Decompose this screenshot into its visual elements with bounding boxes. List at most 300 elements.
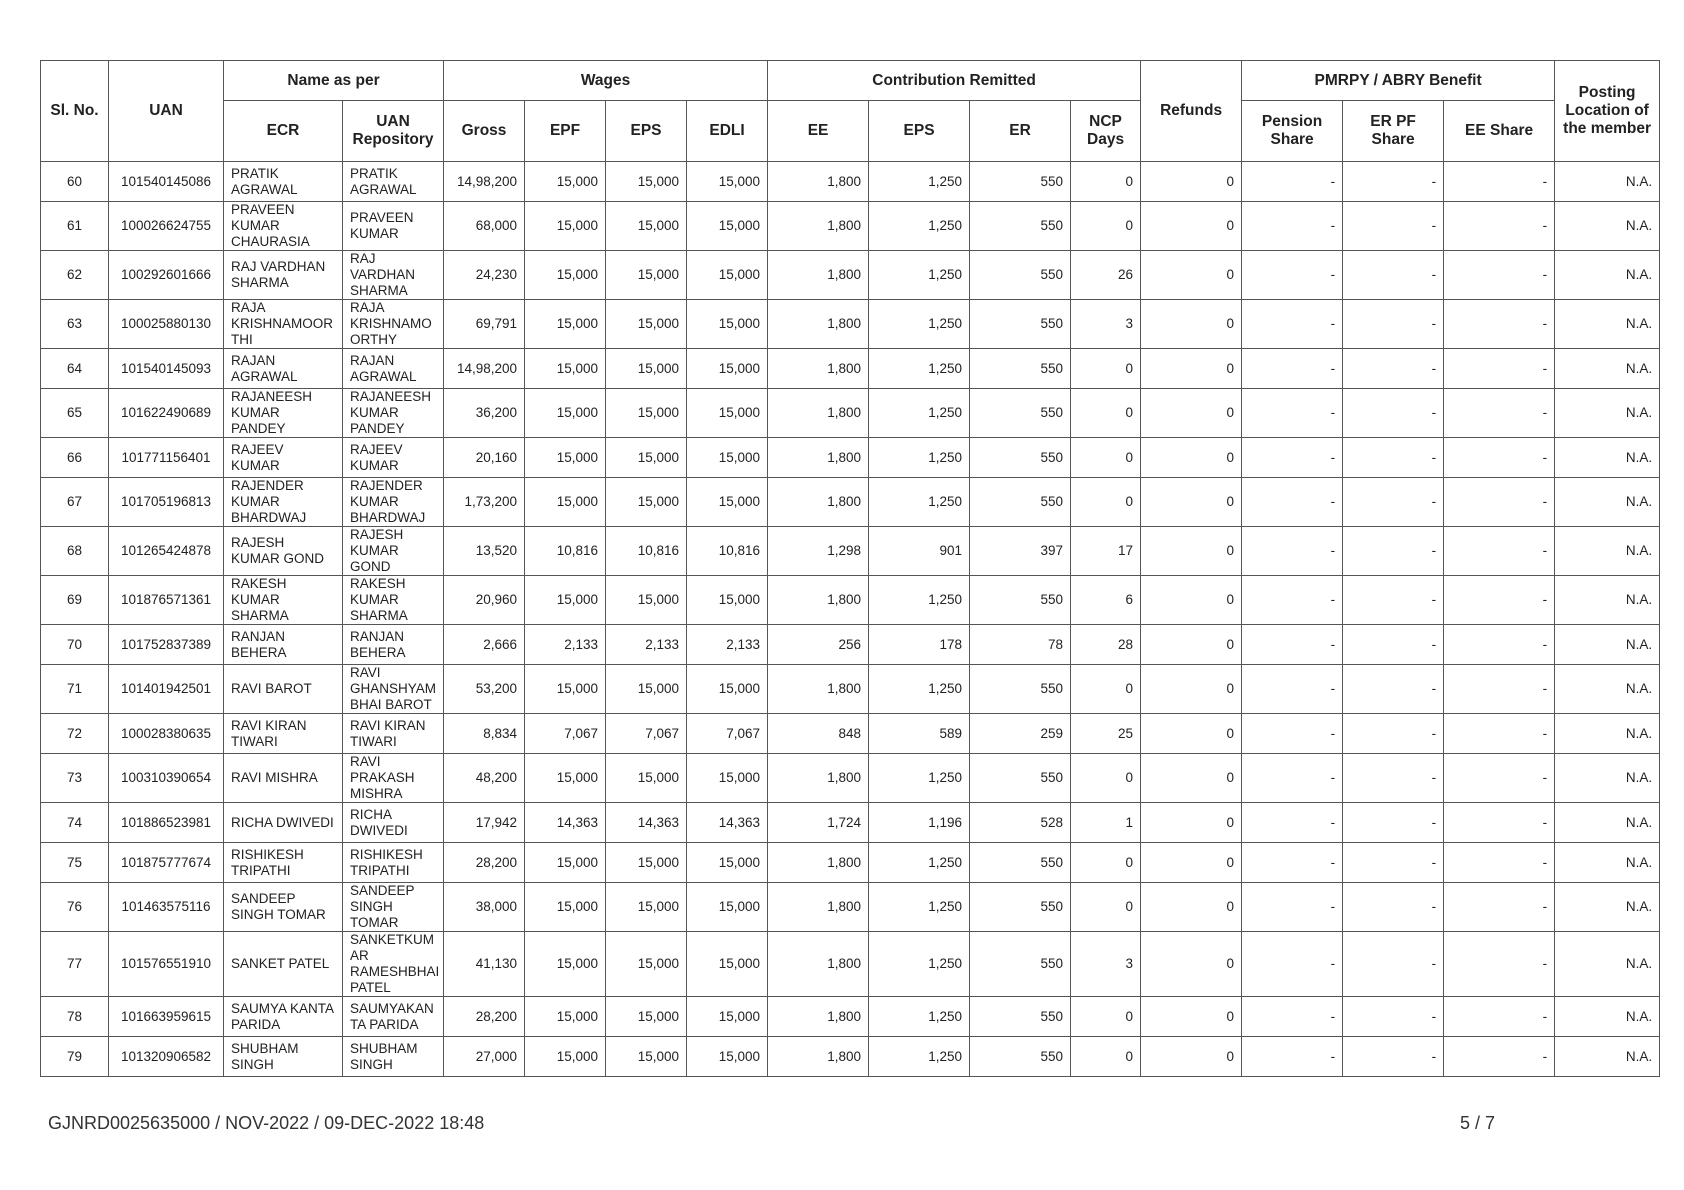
cell-sl-no: 68 xyxy=(41,527,109,576)
cell-edli: 15,000 xyxy=(687,478,768,527)
cell-edli: 15,000 xyxy=(687,251,768,300)
cell-ee: 1,800 xyxy=(768,438,869,478)
table-row xyxy=(41,576,1660,625)
cell-ee-share: - xyxy=(1444,251,1555,300)
cell-ecr-name: RAVI KIRAN TIWARI xyxy=(224,714,343,754)
cell-sl-no: 79 xyxy=(41,1037,109,1077)
cell-gross: 13,520 xyxy=(444,527,525,576)
cell-er-pf-share: - xyxy=(1343,803,1444,843)
cell-er: 550 xyxy=(970,843,1071,883)
cell-eps-contribution: 1,250 xyxy=(869,202,970,251)
cell-posting-location: N.A. xyxy=(1555,576,1660,625)
cell-ncp-days: 3 xyxy=(1071,932,1141,997)
cell-eps-contribution: 1,250 xyxy=(869,478,970,527)
cell-ecr-name: RAJESH KUMAR GOND xyxy=(224,527,343,576)
col-header-er-pf-share: ER PF Share xyxy=(1343,101,1444,162)
cell-posting-location: N.A. xyxy=(1555,843,1660,883)
cell-gross: 1,73,200 xyxy=(444,478,525,527)
table-row xyxy=(41,803,1660,843)
cell-eps-contribution: 178 xyxy=(869,625,970,665)
cell-pension-share: - xyxy=(1242,932,1343,997)
cell-eps-contribution: 1,250 xyxy=(869,754,970,803)
cell-uan: 101320906582 xyxy=(109,1037,224,1077)
cell-eps: 15,000 xyxy=(606,438,687,478)
cell-er: 550 xyxy=(970,1037,1071,1077)
cell-pension-share: - xyxy=(1242,625,1343,665)
table-row xyxy=(41,665,1660,714)
cell-gross: 20,960 xyxy=(444,576,525,625)
cell-sl-no: 73 xyxy=(41,754,109,803)
cell-epf: 15,000 xyxy=(525,478,606,527)
cell-refunds: 0 xyxy=(1141,389,1242,438)
cell-refunds: 0 xyxy=(1141,932,1242,997)
table-row xyxy=(41,438,1660,478)
cell-sl-no: 77 xyxy=(41,932,109,997)
cell-posting-location: N.A. xyxy=(1555,251,1660,300)
cell-ee: 1,800 xyxy=(768,349,869,389)
cell-eps: 15,000 xyxy=(606,576,687,625)
cell-refunds: 0 xyxy=(1141,714,1242,754)
cell-sl-no: 78 xyxy=(41,997,109,1037)
cell-gross: 36,200 xyxy=(444,389,525,438)
cell-epf: 10,816 xyxy=(525,527,606,576)
cell-uan: 101401942501 xyxy=(109,665,224,714)
cell-ee-share: - xyxy=(1444,389,1555,438)
cell-er-pf-share: - xyxy=(1343,251,1444,300)
cell-eps: 15,000 xyxy=(606,349,687,389)
cell-ecr-name: RAVI BAROT xyxy=(224,665,343,714)
cell-sl-no: 67 xyxy=(41,478,109,527)
cell-ee-share: - xyxy=(1444,714,1555,754)
cell-sl-no: 71 xyxy=(41,665,109,714)
cell-eps-contribution: 901 xyxy=(869,527,970,576)
cell-ee-share: - xyxy=(1444,438,1555,478)
cell-ecr-name: RAJEEV KUMAR xyxy=(224,438,343,478)
cell-gross: 27,000 xyxy=(444,1037,525,1077)
cell-sl-no: 66 xyxy=(41,438,109,478)
cell-posting-location: N.A. xyxy=(1555,349,1660,389)
cell-sl-no: 62 xyxy=(41,251,109,300)
cell-pension-share: - xyxy=(1242,843,1343,883)
cell-edli: 2,133 xyxy=(687,625,768,665)
cell-pension-share: - xyxy=(1242,251,1343,300)
cell-eps: 15,000 xyxy=(606,389,687,438)
cell-er: 550 xyxy=(970,389,1071,438)
cell-ee-share: - xyxy=(1444,754,1555,803)
cell-eps: 15,000 xyxy=(606,162,687,202)
cell-posting-location: N.A. xyxy=(1555,438,1660,478)
cell-posting-location: N.A. xyxy=(1555,389,1660,438)
cell-epf: 7,067 xyxy=(525,714,606,754)
cell-posting-location: N.A. xyxy=(1555,527,1660,576)
cell-er-pf-share: - xyxy=(1343,665,1444,714)
cell-eps: 15,000 xyxy=(606,478,687,527)
cell-er-pf-share: - xyxy=(1343,883,1444,932)
cell-uan: 101576551910 xyxy=(109,932,224,997)
cell-er-pf-share: - xyxy=(1343,576,1444,625)
col-header-ecr: ECR xyxy=(224,101,343,162)
cell-ncp-days: 0 xyxy=(1071,438,1141,478)
cell-edli: 15,000 xyxy=(687,349,768,389)
cell-epf: 15,000 xyxy=(525,389,606,438)
cell-refunds: 0 xyxy=(1141,754,1242,803)
cell-ee-share: - xyxy=(1444,478,1555,527)
cell-ncp-days: 0 xyxy=(1071,997,1141,1037)
cell-uan: 101875777674 xyxy=(109,843,224,883)
cell-eps-contribution: 1,250 xyxy=(869,300,970,349)
cell-uan-repository-name: RAKESH KUMAR SHARMA xyxy=(343,576,444,625)
cell-edli: 15,000 xyxy=(687,162,768,202)
cell-gross: 24,230 xyxy=(444,251,525,300)
cell-ecr-name: RAJAN AGRAWAL xyxy=(224,349,343,389)
table-header xyxy=(41,61,1660,162)
cell-uan-repository-name: RICHA DWIVEDI xyxy=(343,803,444,843)
footer-reference: GJNRD0025635000 / NOV-2022 / 09-DEC-2022 18:48 xyxy=(48,1113,485,1133)
cell-ncp-days: 0 xyxy=(1071,162,1141,202)
cell-ncp-days: 0 xyxy=(1071,665,1141,714)
cell-ecr-name: SAUMYA KANTA PARIDA xyxy=(224,997,343,1037)
cell-ee-share: - xyxy=(1444,997,1555,1037)
cell-refunds: 0 xyxy=(1141,300,1242,349)
cell-ee: 1,800 xyxy=(768,932,869,997)
cell-ecr-name: RAJ VARDHAN SHARMA xyxy=(224,251,343,300)
cell-uan-repository-name: RAJENDER KUMAR BHARDWAJ xyxy=(343,478,444,527)
cell-ecr-name: RICHA DWIVEDI xyxy=(224,803,343,843)
cell-gross: 69,791 xyxy=(444,300,525,349)
cell-epf: 15,000 xyxy=(525,349,606,389)
cell-pension-share: - xyxy=(1242,576,1343,625)
table-row xyxy=(41,202,1660,251)
cell-er: 550 xyxy=(970,300,1071,349)
cell-epf: 15,000 xyxy=(525,202,606,251)
col-header-uan-repository: UAN Repository xyxy=(343,101,444,162)
cell-epf: 15,000 xyxy=(525,843,606,883)
cell-epf: 15,000 xyxy=(525,932,606,997)
cell-uan-repository-name: RAVI KIRAN TIWARI xyxy=(343,714,444,754)
cell-gross: 20,160 xyxy=(444,438,525,478)
cell-ee-share: - xyxy=(1444,162,1555,202)
cell-refunds: 0 xyxy=(1141,478,1242,527)
cell-refunds: 0 xyxy=(1141,625,1242,665)
cell-er: 550 xyxy=(970,754,1071,803)
cell-epf: 15,000 xyxy=(525,576,606,625)
cell-ee: 1,800 xyxy=(768,883,869,932)
cell-er-pf-share: - xyxy=(1343,478,1444,527)
cell-posting-location: N.A. xyxy=(1555,883,1660,932)
cell-ee-share: - xyxy=(1444,300,1555,349)
cell-er: 550 xyxy=(970,251,1071,300)
cell-posting-location: N.A. xyxy=(1555,754,1660,803)
cell-refunds: 0 xyxy=(1141,576,1242,625)
cell-edli: 15,000 xyxy=(687,997,768,1037)
cell-uan-repository-name: PRAVEEN KUMAR xyxy=(343,202,444,251)
cell-ee: 1,800 xyxy=(768,576,869,625)
cell-uan: 101876571361 xyxy=(109,576,224,625)
cell-ncp-days: 0 xyxy=(1071,349,1141,389)
cell-edli: 15,000 xyxy=(687,754,768,803)
cell-ee-share: - xyxy=(1444,1037,1555,1077)
cell-uan: 101622490689 xyxy=(109,389,224,438)
cell-posting-location: N.A. xyxy=(1555,714,1660,754)
cell-er: 550 xyxy=(970,478,1071,527)
cell-ncp-days: 0 xyxy=(1071,883,1141,932)
cell-edli: 7,067 xyxy=(687,714,768,754)
cell-epf: 15,000 xyxy=(525,754,606,803)
cell-ncp-days: 28 xyxy=(1071,625,1141,665)
cell-posting-location: N.A. xyxy=(1555,300,1660,349)
table-row xyxy=(41,1037,1660,1077)
cell-sl-no: 74 xyxy=(41,803,109,843)
cell-uan-repository-name: RAJEEV KUMAR xyxy=(343,438,444,478)
cell-er: 550 xyxy=(970,162,1071,202)
cell-eps-contribution: 1,250 xyxy=(869,665,970,714)
cell-eps-contribution: 1,250 xyxy=(869,932,970,997)
cell-er-pf-share: - xyxy=(1343,349,1444,389)
cell-eps: 15,000 xyxy=(606,883,687,932)
cell-eps: 15,000 xyxy=(606,754,687,803)
cell-refunds: 0 xyxy=(1141,883,1242,932)
cell-ncp-days: 26 xyxy=(1071,251,1141,300)
cell-edli: 15,000 xyxy=(687,883,768,932)
col-header-edli: EDLI xyxy=(687,101,768,162)
cell-eps-contribution: 1,250 xyxy=(869,162,970,202)
cell-uan-repository-name: RAJAN AGRAWAL xyxy=(343,349,444,389)
cell-refunds: 0 xyxy=(1141,251,1242,300)
cell-uan-repository-name: RANJAN BEHERA xyxy=(343,625,444,665)
col-header-uan: UAN xyxy=(109,61,224,162)
col-header-gross: Gross xyxy=(444,101,525,162)
cell-gross: 28,200 xyxy=(444,997,525,1037)
cell-ee-share: - xyxy=(1444,527,1555,576)
cell-sl-no: 70 xyxy=(41,625,109,665)
cell-sl-no: 65 xyxy=(41,389,109,438)
cell-er-pf-share: - xyxy=(1343,1037,1444,1077)
col-header-refunds: Refunds xyxy=(1141,61,1242,162)
cell-uan: 101265424878 xyxy=(109,527,224,576)
cell-ee-share: - xyxy=(1444,625,1555,665)
cell-ee: 1,800 xyxy=(768,843,869,883)
cell-edli: 15,000 xyxy=(687,843,768,883)
cell-er-pf-share: - xyxy=(1343,389,1444,438)
cell-gross: 2,666 xyxy=(444,625,525,665)
ecr-table xyxy=(40,60,1660,1077)
cell-ee-share: - xyxy=(1444,665,1555,714)
cell-eps: 7,067 xyxy=(606,714,687,754)
cell-ecr-name: PRAVEEN KUMAR CHAURASIA xyxy=(224,202,343,251)
cell-gross: 53,200 xyxy=(444,665,525,714)
cell-ecr-name: RAJA KRISHNAMOOR THI xyxy=(224,300,343,349)
cell-pension-share: - xyxy=(1242,202,1343,251)
col-header-pension-share: Pension Share xyxy=(1242,101,1343,162)
table-row xyxy=(41,714,1660,754)
cell-posting-location: N.A. xyxy=(1555,803,1660,843)
cell-er-pf-share: - xyxy=(1343,202,1444,251)
cell-ee-share: - xyxy=(1444,932,1555,997)
cell-eps: 15,000 xyxy=(606,202,687,251)
table-row xyxy=(41,251,1660,300)
cell-eps-contribution: 1,250 xyxy=(869,389,970,438)
cell-pension-share: - xyxy=(1242,754,1343,803)
cell-posting-location: N.A. xyxy=(1555,625,1660,665)
cell-ee: 1,800 xyxy=(768,251,869,300)
cell-sl-no: 64 xyxy=(41,349,109,389)
cell-ee: 1,800 xyxy=(768,1037,869,1077)
col-group-contribution-remitted: Contribution Remitted xyxy=(768,61,1141,101)
cell-gross: 14,98,200 xyxy=(444,349,525,389)
cell-uan: 100025880130 xyxy=(109,300,224,349)
cell-ecr-name: RAVI MISHRA xyxy=(224,754,343,803)
cell-er: 528 xyxy=(970,803,1071,843)
cell-uan-repository-name: RAVI PRAKASH MISHRA xyxy=(343,754,444,803)
cell-edli: 15,000 xyxy=(687,300,768,349)
col-group-pmrpy-abry: PMRPY / ABRY Benefit xyxy=(1242,61,1555,101)
cell-pension-share: - xyxy=(1242,665,1343,714)
cell-ecr-name: RANJAN BEHERA xyxy=(224,625,343,665)
cell-ecr-name: SHUBHAM SINGH xyxy=(224,1037,343,1077)
cell-uan-repository-name: SHUBHAM SINGH xyxy=(343,1037,444,1077)
cell-refunds: 0 xyxy=(1141,162,1242,202)
cell-ecr-name: PRATIK AGRAWAL xyxy=(224,162,343,202)
cell-ee-share: - xyxy=(1444,576,1555,625)
cell-refunds: 0 xyxy=(1141,438,1242,478)
cell-gross: 48,200 xyxy=(444,754,525,803)
cell-eps: 2,133 xyxy=(606,625,687,665)
cell-pension-share: - xyxy=(1242,997,1343,1037)
cell-ee: 848 xyxy=(768,714,869,754)
cell-edli: 15,000 xyxy=(687,932,768,997)
cell-pension-share: - xyxy=(1242,803,1343,843)
cell-edli: 10,816 xyxy=(687,527,768,576)
cell-pension-share: - xyxy=(1242,478,1343,527)
cell-epf: 15,000 xyxy=(525,883,606,932)
cell-gross: 14,98,200 xyxy=(444,162,525,202)
cell-epf: 15,000 xyxy=(525,438,606,478)
cell-eps: 15,000 xyxy=(606,997,687,1037)
cell-er: 550 xyxy=(970,202,1071,251)
cell-ee: 1,800 xyxy=(768,162,869,202)
cell-eps: 15,000 xyxy=(606,251,687,300)
cell-ncp-days: 0 xyxy=(1071,1037,1141,1077)
cell-posting-location: N.A. xyxy=(1555,202,1660,251)
cell-uan: 101886523981 xyxy=(109,803,224,843)
cell-eps: 15,000 xyxy=(606,1037,687,1077)
cell-epf: 15,000 xyxy=(525,162,606,202)
cell-uan: 100292601666 xyxy=(109,251,224,300)
cell-uan-repository-name: RAJANEESH KUMAR PANDEY xyxy=(343,389,444,438)
cell-er-pf-share: - xyxy=(1343,438,1444,478)
cell-er: 397 xyxy=(970,527,1071,576)
cell-ecr-name: RAJANEESH KUMAR PANDEY xyxy=(224,389,343,438)
cell-er: 550 xyxy=(970,438,1071,478)
cell-uan: 101463575116 xyxy=(109,883,224,932)
col-group-wages: Wages xyxy=(444,61,768,101)
cell-ee: 1,800 xyxy=(768,754,869,803)
cell-er-pf-share: - xyxy=(1343,997,1444,1037)
cell-er: 550 xyxy=(970,932,1071,997)
cell-sl-no: 60 xyxy=(41,162,109,202)
col-header-eps: EPS xyxy=(606,101,687,162)
cell-epf: 15,000 xyxy=(525,665,606,714)
cell-gross: 68,000 xyxy=(444,202,525,251)
cell-er: 550 xyxy=(970,997,1071,1037)
cell-ecr-name: RAJENDER KUMAR BHARDWAJ xyxy=(224,478,343,527)
cell-posting-location: N.A. xyxy=(1555,162,1660,202)
cell-uan: 100028380635 xyxy=(109,714,224,754)
cell-refunds: 0 xyxy=(1141,665,1242,714)
cell-refunds: 0 xyxy=(1141,997,1242,1037)
cell-sl-no: 76 xyxy=(41,883,109,932)
cell-ncp-days: 3 xyxy=(1071,300,1141,349)
cell-ncp-days: 0 xyxy=(1071,389,1141,438)
cell-er-pf-share: - xyxy=(1343,300,1444,349)
cell-ncp-days: 6 xyxy=(1071,576,1141,625)
cell-gross: 17,942 xyxy=(444,803,525,843)
cell-ncp-days: 0 xyxy=(1071,202,1141,251)
table-row xyxy=(41,300,1660,349)
cell-eps: 15,000 xyxy=(606,932,687,997)
cell-uan: 100310390654 xyxy=(109,754,224,803)
cell-edli: 15,000 xyxy=(687,389,768,438)
cell-uan-repository-name: RAJA KRISHNAMO ORTHY xyxy=(343,300,444,349)
table-row xyxy=(41,478,1660,527)
cell-ee-share: - xyxy=(1444,883,1555,932)
cell-uan-repository-name: RAJ VARDHAN SHARMA xyxy=(343,251,444,300)
cell-pension-share: - xyxy=(1242,883,1343,932)
cell-refunds: 0 xyxy=(1141,202,1242,251)
cell-gross: 41,130 xyxy=(444,932,525,997)
cell-epf: 15,000 xyxy=(525,251,606,300)
cell-er-pf-share: - xyxy=(1343,527,1444,576)
cell-pension-share: - xyxy=(1242,438,1343,478)
cell-gross: 38,000 xyxy=(444,883,525,932)
cell-sl-no: 61 xyxy=(41,202,109,251)
cell-uan: 101752837389 xyxy=(109,625,224,665)
cell-sl-no: 75 xyxy=(41,843,109,883)
cell-edli: 15,000 xyxy=(687,665,768,714)
cell-uan-repository-name: RAVI GHANSHYAM BHAI BAROT xyxy=(343,665,444,714)
cell-er-pf-share: - xyxy=(1343,754,1444,803)
col-header-ncp-days: NCP Days xyxy=(1071,101,1141,162)
cell-edli: 15,000 xyxy=(687,438,768,478)
cell-pension-share: - xyxy=(1242,1037,1343,1077)
col-group-name-as-per: Name as per xyxy=(224,61,444,101)
cell-refunds: 0 xyxy=(1141,527,1242,576)
cell-er: 550 xyxy=(970,883,1071,932)
table-row xyxy=(41,349,1660,389)
cell-ecr-name: RISHIKESH TRIPATHI xyxy=(224,843,343,883)
cell-eps-contribution: 1,250 xyxy=(869,1037,970,1077)
cell-er-pf-share: - xyxy=(1343,714,1444,754)
table-row xyxy=(41,389,1660,438)
cell-eps-contribution: 1,250 xyxy=(869,349,970,389)
cell-ee: 1,800 xyxy=(768,389,869,438)
cell-er-pf-share: - xyxy=(1343,625,1444,665)
cell-er: 550 xyxy=(970,576,1071,625)
col-header-ee: EE xyxy=(768,101,869,162)
cell-eps-contribution: 1,250 xyxy=(869,576,970,625)
table-row xyxy=(41,883,1660,932)
col-header-er: ER xyxy=(970,101,1071,162)
cell-ecr-name: SANKET PATEL xyxy=(224,932,343,997)
table-row xyxy=(41,625,1660,665)
cell-refunds: 0 xyxy=(1141,843,1242,883)
cell-epf: 15,000 xyxy=(525,300,606,349)
cell-uan-repository-name: PRATIK AGRAWAL xyxy=(343,162,444,202)
cell-ee: 1,724 xyxy=(768,803,869,843)
cell-posting-location: N.A. xyxy=(1555,665,1660,714)
cell-uan: 100026624755 xyxy=(109,202,224,251)
cell-refunds: 0 xyxy=(1141,803,1242,843)
